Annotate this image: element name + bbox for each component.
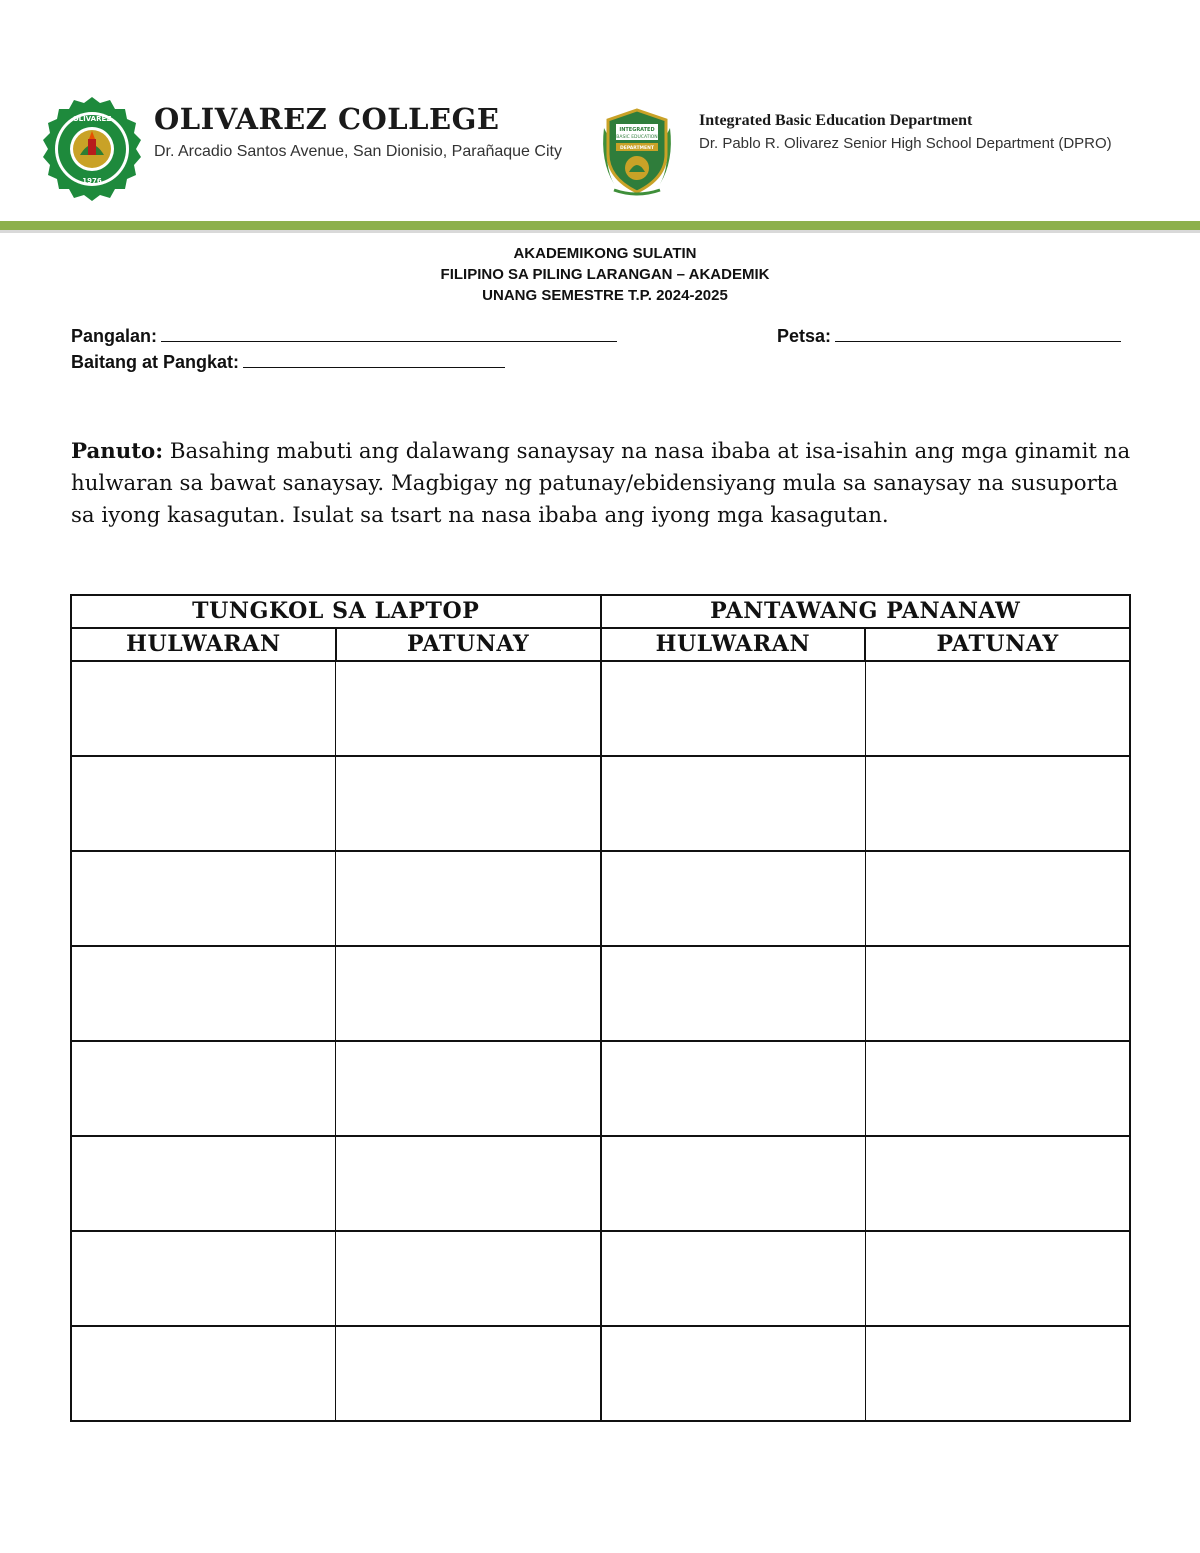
table-row (71, 756, 1130, 851)
answer-cell[interactable] (865, 1231, 1130, 1326)
column-header-hulwaran-2: HULWARAN (601, 628, 866, 661)
table-row (71, 946, 1130, 1041)
table-row (71, 851, 1130, 946)
column-header-patunay-1: PATUNAY (336, 628, 601, 661)
answer-cell[interactable] (71, 1041, 336, 1136)
instructions-label: Panuto: (71, 439, 164, 464)
basic-education-department-logo (594, 106, 680, 198)
answer-cell[interactable] (71, 1136, 336, 1231)
answer-cell[interactable] (336, 1231, 601, 1326)
answer-cell[interactable] (865, 946, 1130, 1041)
grade-section-blank-line[interactable] (243, 351, 505, 368)
title-line-3: UNANG SEMESTRE T.P. 2024-2025 (482, 287, 728, 304)
sub-department-name: Dr. Pablo R. Olivarez Senior High School Department (DPRO) (699, 135, 1112, 152)
answer-cell[interactable] (865, 1136, 1130, 1231)
name-label: Pangalan: (71, 326, 158, 346)
answer-cell[interactable] (336, 1041, 601, 1136)
grade-section-label: Baitang at Pangkat: (71, 352, 240, 372)
answer-cell[interactable] (865, 1326, 1130, 1421)
table-row (71, 1231, 1130, 1326)
svg-text:OLIVAREZ: OLIVAREZ (72, 115, 112, 123)
college-address: Dr. Arcadio Santos Avenue, San Dionisio, Parañaque City (154, 143, 562, 160)
group-header-pantawang-pananaw: PANTAWANG PANANAW (601, 595, 1131, 628)
answer-cell[interactable] (71, 756, 336, 851)
table-row (71, 661, 1130, 756)
header-divider (0, 221, 1200, 230)
svg-text:BASIC EDUCATION: BASIC EDUCATION (616, 135, 658, 140)
column-header-hulwaran-1: HULWARAN (71, 628, 336, 661)
date-label: Petsa: (777, 326, 832, 346)
answer-cell[interactable] (601, 1136, 866, 1231)
answer-cell[interactable] (71, 1231, 336, 1326)
answer-cell[interactable] (601, 851, 866, 946)
answer-cell[interactable] (601, 661, 866, 756)
answer-cell[interactable] (71, 851, 336, 946)
date-field (777, 325, 1121, 347)
answer-cell[interactable] (601, 1041, 866, 1136)
header-divider-shadow (0, 230, 1200, 233)
department-name: Integrated Basic Education Department (699, 112, 973, 129)
grade-section-field (71, 351, 505, 373)
answer-cell[interactable] (336, 1326, 601, 1421)
svg-text:1976: 1976 (82, 177, 102, 185)
instructions-paragraph (71, 436, 1131, 532)
answer-cell[interactable] (865, 756, 1130, 851)
olivarez-college-seal-logo (42, 95, 142, 203)
college-name: OLIVAREZ COLLEGE (154, 102, 500, 136)
table-row (71, 1326, 1130, 1421)
date-blank-line[interactable] (835, 325, 1121, 342)
column-header-patunay-2: PATUNAY (865, 628, 1130, 661)
answer-cell[interactable] (336, 756, 601, 851)
answer-cell[interactable] (865, 1041, 1130, 1136)
answer-cell[interactable] (865, 661, 1130, 756)
answer-cell[interactable] (336, 1136, 601, 1231)
document-titles (0, 243, 1200, 306)
name-field (71, 325, 617, 347)
answer-cell[interactable] (71, 661, 336, 756)
answer-cell[interactable] (336, 946, 601, 1041)
svg-text:DEPARTMENT: DEPARTMENT (620, 146, 654, 151)
column-header-row (71, 628, 1130, 661)
answer-cell[interactable] (601, 946, 866, 1041)
answer-cell[interactable] (601, 756, 866, 851)
answer-cell[interactable] (71, 946, 336, 1041)
table-row (71, 1041, 1130, 1136)
answer-chart-body (71, 661, 1130, 1421)
svg-text:INTEGRATED: INTEGRATED (619, 127, 655, 133)
answer-cell[interactable] (336, 851, 601, 946)
group-header-laptop: TUNGKOL SA LAPTOP (71, 595, 601, 628)
answer-cell[interactable] (71, 1326, 336, 1421)
group-header-row (71, 595, 1130, 628)
answer-chart-table (70, 594, 1131, 1422)
answer-cell[interactable] (601, 1231, 866, 1326)
table-row (71, 1136, 1130, 1231)
answer-cell[interactable] (865, 851, 1130, 946)
answer-cell[interactable] (601, 1326, 866, 1421)
answer-cell[interactable] (336, 661, 601, 756)
title-line-2: FILIPINO SA PILING LARANGAN – AKADEMIK (440, 266, 770, 283)
instructions-text: Basahing mabuti ang dalawang sanaysay na nasa ibaba at isa-isahin ang mga ginamit na hulwaran sa bawat sanaysay. Magbigay ng patunay/ebidensiyang mula sa sanaysay na susuporta sa iyong kasagutan. Isulat sa tsart na nasa ibaba ang iyong mga kasagutan. (71, 439, 1131, 528)
name-blank-line[interactable] (161, 325, 617, 342)
title-line-1: AKADEMIKONG SULATIN (513, 245, 697, 262)
